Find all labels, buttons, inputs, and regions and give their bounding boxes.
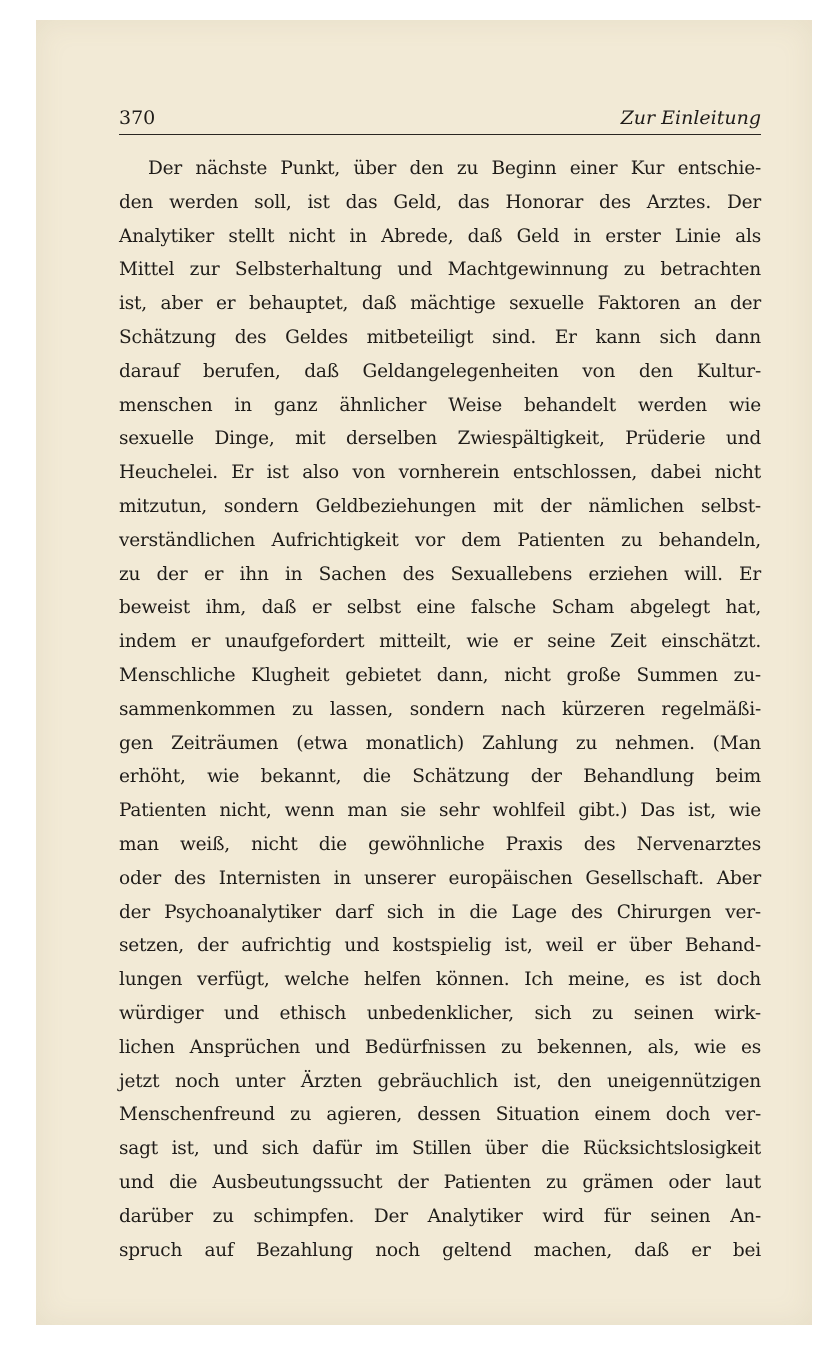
text-line: jetzt noch unter Ärzten gebräuchlich ist, den uneigennützigen xyxy=(119,1070,761,1092)
text-line: indem er unaufgefordert mitteilt, wie er seine Zeit einschätzt. xyxy=(119,631,761,653)
text-line: erhöht, wie bekannt, die Schätzung der Behandlung beim xyxy=(119,766,761,788)
text-line: der Psychoanalytiker darf sich in die Lage des Chirurgen ver- xyxy=(119,901,761,923)
text-line: man weiß, nicht die gewöhnliche Praxis des Nervenarztes xyxy=(119,833,761,855)
text-line: spruch auf Bezahlung noch geltend machen, daß er bei xyxy=(119,1239,761,1261)
text-line: mitzutun, sondern Geldbeziehungen mit der nämlichen selbst- xyxy=(119,495,761,517)
page-number: 370 xyxy=(119,107,156,129)
text-line: sammenkommen zu lassen, sondern nach kürzeren regelmäßi- xyxy=(119,698,761,720)
text-line: Menschliche Klugheit gebietet dann, nicht große Summen zu- xyxy=(119,664,761,686)
text-line: sexuelle Dinge, mit derselben Zwiespältigkeit, Prüderie und xyxy=(119,428,761,450)
text-line: Schätzung des Geldes mitbeteiligt sind. Er kann sich dann xyxy=(119,326,761,348)
text-line: Patienten nicht, wenn man sie sehr wohlfeil gibt.) Das ist, wie xyxy=(119,800,761,822)
text-line: lungen verfügt, welche helfen können. Ich meine, es ist doch xyxy=(119,969,761,991)
body-text xyxy=(119,152,761,1267)
text-line: Menschenfreund zu agieren, dessen Situation einem doch ver- xyxy=(119,1104,761,1126)
text-line: lichen Ansprüchen und Bedürfnissen zu bekennen, als, wie es xyxy=(119,1036,761,1058)
text-line: würdiger und ethisch unbedenklicher, sich zu seinen wirk- xyxy=(119,1002,761,1024)
text-line: menschen in ganz ähnlicher Weise behandelt werden wie xyxy=(119,394,761,416)
running-title: Zur Einleitung xyxy=(620,107,761,129)
text-line: gen Zeiträumen (etwa monatlich) Zahlung zu nehmen. (Man xyxy=(119,732,761,754)
page-header xyxy=(119,102,761,135)
text-line: Heuchelei. Er ist also von vornherein entschlossen, dabei nicht xyxy=(119,462,761,484)
text-line: setzen, der aufrichtig und kostspielig ist, weil er über Behand- xyxy=(119,935,761,957)
text-line: oder des Internisten in unserer europäischen Gesellschaft. Aber xyxy=(119,867,761,889)
text-line: verständlichen Aufrichtigkeit vor dem Patienten zu behandeln, xyxy=(119,529,761,551)
text-line: Analytiker stellt nicht in Abrede, daß Geld in erster Linie als xyxy=(119,225,761,247)
text-line: darüber zu schimpfen. Der Analytiker wird für seinen An- xyxy=(119,1205,761,1227)
text-line: den werden soll, ist das Geld, das Honorar des Arztes. Der xyxy=(119,191,761,213)
text-line: Mittel zur Selbsterhaltung und Machtgewinnung zu betrachten xyxy=(119,259,761,281)
text-line: sagt ist, und sich dafür im Stillen über die Rücksichtslosigkeit xyxy=(119,1138,761,1160)
text-line: beweist ihm, daß er selbst eine falsche Scham abgelegt hat, xyxy=(119,597,761,619)
text-line: ist, aber er behauptet, daß mächtige sexuelle Faktoren an der xyxy=(119,293,761,315)
text-line: darauf berufen, daß Geldangelegenheiten von den Kultur- xyxy=(119,360,761,382)
text-line: zu der er ihn in Sachen des Sexuallebens erziehen will. Er xyxy=(119,563,761,585)
text-line: Der nächste Punkt, über den zu Beginn einer Kur entschie- xyxy=(148,158,761,179)
text-line: und die Ausbeutungssucht der Patienten zu grämen oder laut xyxy=(119,1171,761,1193)
